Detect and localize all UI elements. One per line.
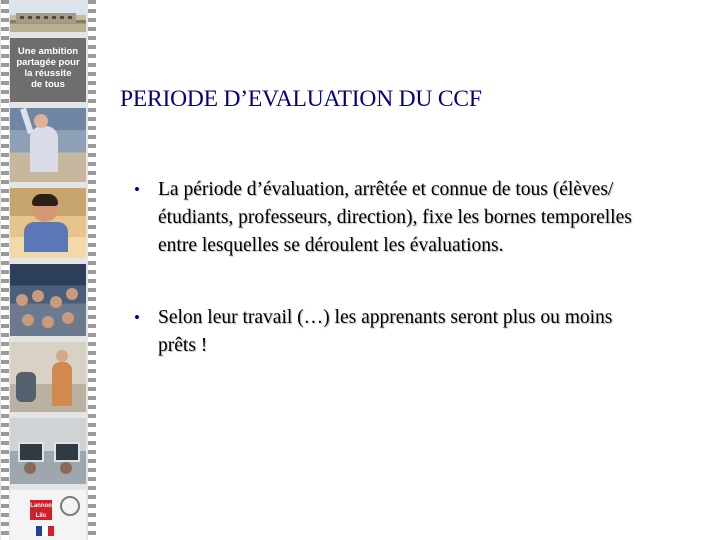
academy-logo: Lannoo Lilo	[30, 500, 52, 520]
bullet-item	[134, 176, 654, 260]
brand-line: la réussite	[24, 68, 72, 79]
film-perforation-right	[88, 0, 96, 540]
photo-school-building	[10, 1, 86, 32]
bullet-text: La période d’évaluation, arrêtée et connue de tous (élèves/étudiants, professeurs, direction), fixe les bornes temporelles entre lesquelles se déroulent les évaluations.	[158, 179, 632, 256]
bullet-text: Selon leur travail (…) les apprenants seront plus ou moins prêts !	[158, 307, 613, 356]
brand-line: Une ambition	[17, 46, 79, 57]
french-flag-icon	[36, 526, 54, 536]
slide-title: PERIODE D’EVALUATION DU CCF	[120, 86, 482, 112]
education-emblem-icon	[60, 496, 80, 516]
bullet-marker-icon: •	[134, 308, 140, 327]
bullet-marker-icon: •	[134, 180, 140, 199]
photo-child-at-desk	[10, 188, 86, 258]
photo-student-raising-hand	[10, 108, 86, 182]
brand-line: partagée pour	[16, 57, 80, 68]
bullet-item	[134, 304, 654, 360]
sidebar-photo-strip	[0, 0, 96, 540]
film-perforation-left	[1, 0, 9, 540]
photo-teacher-in-classroom	[10, 342, 86, 412]
photo-computer-room	[10, 418, 86, 484]
institution-logos	[10, 490, 86, 540]
bullet-list	[134, 176, 654, 404]
brand-panel	[10, 38, 86, 102]
photo-student-group	[10, 264, 86, 336]
brand-line: de tous	[31, 79, 65, 90]
